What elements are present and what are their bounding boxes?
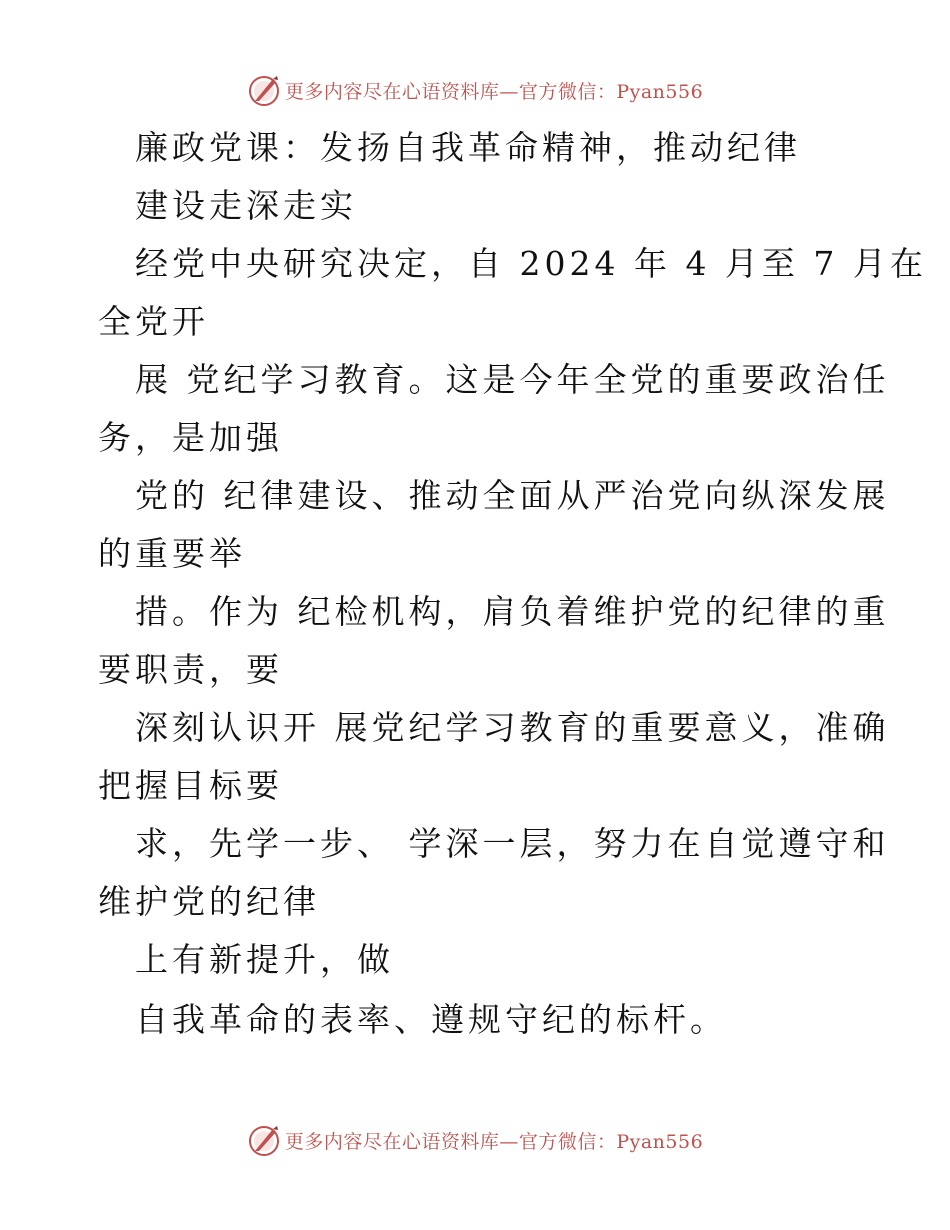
watermark-text: 更多内容尽在心语资料库—官方微信：Pyan556: [284, 1130, 704, 1153]
paragraph-line: 的重要举: [98, 534, 246, 573]
quill-logo-icon: [247, 73, 281, 107]
paragraph-line: 党的 纪律建设、推动全面从严治党向纵深发展: [135, 476, 890, 515]
paragraph-line: 全党开: [98, 302, 209, 341]
quill-logo-icon: [247, 1123, 281, 1157]
title-line-1: 廉政党课：发扬自我革命精神，推动纪律: [135, 128, 801, 167]
paragraph-line: 维护党的纪律: [98, 882, 320, 921]
paragraph-line: 深刻认识开 展党纪学习教育的重要意义，准确: [135, 708, 890, 747]
paragraph-line: 经党中央研究决定，自 2024 年 4 月至 7 月在: [135, 244, 927, 283]
watermark-text: 更多内容尽在心语资料库—官方微信：Pyan556: [284, 80, 704, 103]
paragraph-line: 上有新提升，做: [135, 940, 394, 979]
paragraph-line: 自我革命的表率、遵规守纪的标杆。: [135, 1000, 727, 1039]
footer-watermark-banner: [0, 1120, 950, 1160]
paragraph-line: 措。作为 纪检机构，肩负着维护党的纪律的重: [135, 592, 890, 631]
paragraph-line: 务，是加强: [98, 418, 283, 457]
paragraph-line: 展 党纪学习教育。这是今年全党的重要政治任: [135, 360, 890, 399]
paragraph-line: 要职责，要: [98, 650, 283, 689]
header-watermark-banner: [0, 70, 950, 110]
paragraph-line: 求，先学一步、 学深一层，努力在自觉遵守和: [135, 824, 890, 863]
title-line-2: 建设走深走实: [135, 186, 357, 225]
paragraph-line: 把握目标要: [98, 766, 283, 805]
